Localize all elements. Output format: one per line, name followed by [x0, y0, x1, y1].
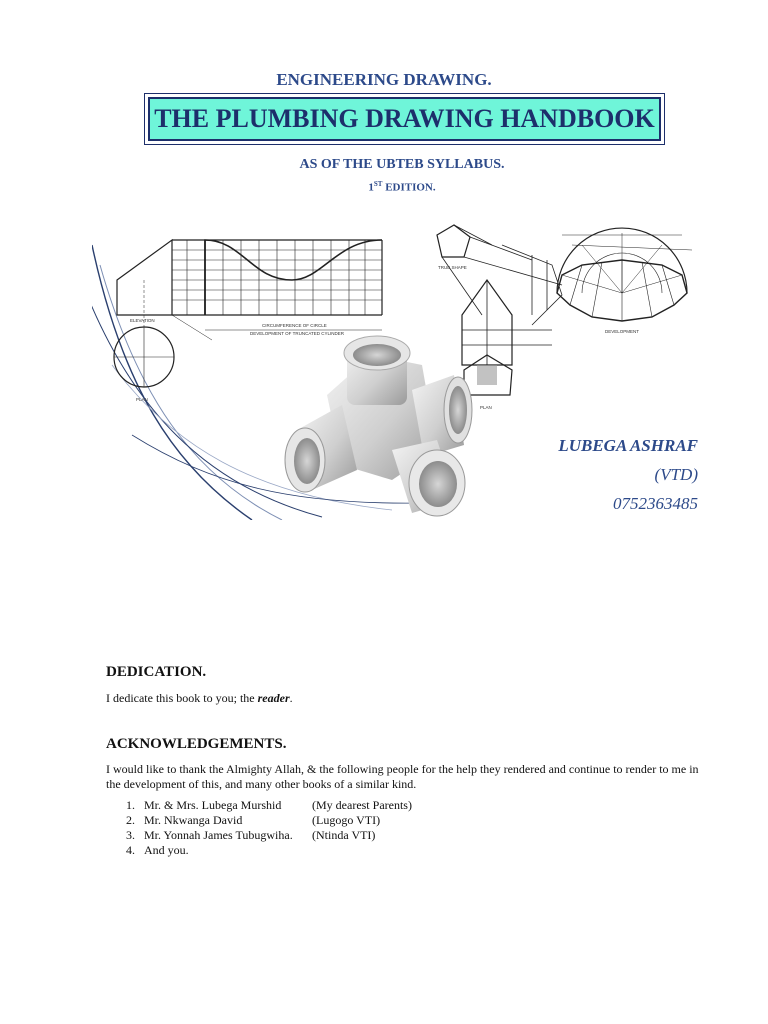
edition-line: 1ST EDITION.: [368, 180, 436, 194]
circumference-label: CIRCUMFERENCE OF CIRCLE: [262, 323, 327, 328]
author-block: [558, 436, 698, 523]
list-item: 3. Mr. Yonnah James Tubugwiha. (Ntinda VTI): [126, 828, 376, 842]
book-title: THE PLUMBING DRAWING HANDBOOK: [154, 104, 655, 133]
list-item: 1. Mr. & Mrs. Lubega Murshid (My dearest Parents): [126, 798, 412, 812]
plan2-label: PLAN: [480, 405, 492, 410]
author-org: (VTD): [654, 465, 698, 484]
acknowledgements-heading: ACKNOWLEDGEMENTS.: [106, 736, 287, 752]
dedication-heading: DEDICATION.: [106, 664, 207, 680]
pyramid-development-drawing: [437, 225, 562, 395]
author-phone: 0752363485: [613, 494, 698, 513]
author-name: LUBEGA ASHRAF: [558, 436, 698, 455]
elbow-development-drawing: [557, 228, 692, 321]
development-label: DEVELOPMENT: [605, 329, 640, 334]
plan-label: PLAN: [136, 397, 148, 402]
acknowledgements-paragraph: I would like to thank the Almighty Allah, & the following people for the help they rendered and continue to render to me in the development of this, and many other books of a similar kind.: [106, 762, 699, 791]
kicker-heading: ENGINEERING DRAWING.: [276, 70, 492, 89]
development-cylinder-label: DEVELOPMENT OF TRUNCATED CYLINDER: [250, 331, 345, 336]
acknowledgements-list: [126, 798, 412, 858]
dedication-text: I dedicate this book to you; the reader.: [106, 691, 293, 705]
list-item: 4. And you.: [126, 843, 189, 857]
pipe-fitting-image: [285, 336, 472, 516]
elevation-label: ELEVATION: [130, 318, 155, 323]
true-shape-label: TRUE SHAPE: [438, 265, 467, 270]
syllabus-line: AS OF THE UBTEB SYLLABUS.: [299, 157, 505, 172]
list-item: 2. Mr. Nkwanga David (Lugogo VTI): [126, 813, 381, 827]
title-box: [148, 97, 661, 141]
cylinder-development-drawing: [114, 240, 382, 387]
